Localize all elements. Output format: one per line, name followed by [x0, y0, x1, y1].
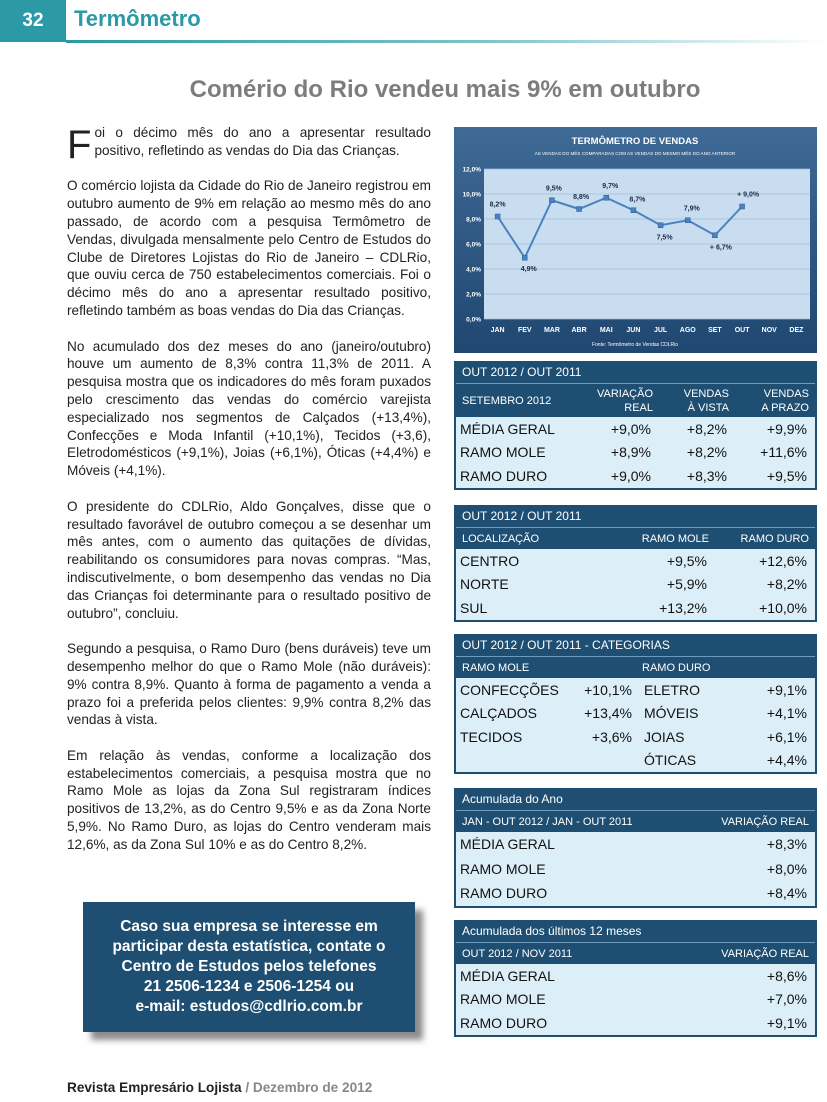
column-header: VARIAÇÃO REAL — [721, 947, 809, 960]
row-label: RAMO MOLE — [460, 991, 546, 1008]
row-label: RAMO DURO — [460, 885, 548, 902]
table-row — [456, 573, 815, 597]
column-header: VARIAÇÃO REAL — [721, 815, 809, 828]
x-tick-label: MAI — [599, 327, 613, 334]
row-label: RAMO MOLE — [460, 860, 546, 877]
data-label: + 9,0% — [737, 191, 760, 199]
cell-value: +8,3% — [686, 467, 727, 484]
table-header-bar: OUT 2012 / OUT 2011 — [462, 509, 582, 523]
headline: Comério do Rio vendeu mais 9% em outubro — [189, 76, 701, 103]
table-row — [456, 988, 815, 1012]
table-categorias — [454, 634, 817, 774]
table-column-header — [456, 942, 815, 964]
x-tick-label: MAR — [543, 327, 560, 334]
table-header-bar: Acumulada do Ano — [462, 792, 563, 806]
article-paragraph: O comércio lojista da Cidade do Rio de Janeiro registrou em outubro aumento de 9% em relação ao mesmo mês do ano passado, de acordo com a pesquisa Termômetro de Vendas, divulgada mensalmente pelo Centro de Estudos do Clube de Diretores Lojistas do Rio de Janeiro – CDLRio, que ouviu cerca de 750 estabelecimentos comerciais. Foi o décimo mês do ano a apresentar resultado positivo, refletindo também as boas vendas do Dia das Crianças. — [67, 178, 431, 318]
x-tick-label: AGO — [679, 327, 696, 334]
cell-value: +9,5% — [766, 467, 807, 484]
article-paragraph: O presidente do CDLRio, Aldo Gonçalves, disse que o resultado favorável de outubro começou a se desenhar um mês antes, com o aumento das quitações de dívidas, reabilitando os consumidores para novas compras. “Mas, indiscutivelmente, o bom desempenho das vendas no Dia das Crianças foi determinante para o resultado positivo de outubro”, concluiu. — [67, 498, 431, 621]
cell-value: +9,9% — [766, 420, 807, 437]
table-row — [456, 549, 815, 573]
data-label: 8,8% — [573, 194, 590, 201]
chart-source: Fonte: Termômetro de Vendas CDLRio — [591, 342, 679, 348]
y-tick-label: 4,0% — [466, 266, 481, 274]
row-label: JOIAS — [644, 728, 685, 745]
issue-date: Dezembro de 2012 — [252, 1080, 373, 1095]
table-row — [456, 964, 815, 988]
callout-line: Caso sua empresa se interesse em — [120, 918, 378, 935]
table-column-header — [456, 656, 815, 678]
cell-value: +8,0% — [766, 860, 807, 877]
row-label: RAMO DURO — [460, 467, 548, 484]
table-localizacao — [454, 505, 817, 622]
callout-line: Centro de Estudos pelos telefones — [121, 958, 377, 975]
column-header: RAMO MOLE — [641, 532, 709, 545]
header-rule — [66, 40, 827, 43]
contact-callout — [83, 902, 415, 1032]
article-paragraph: No acumulado dos dez meses do ano (janeiro/outubro) houve um aumento de 8,3% contra 11,3% de 2011. A pesquisa mostra que os indicadores do mês foram puxados pelo crescimento das vendas do comércio varejista especializado nos segmentos de Calçados (+13,4%), Confecções e Moda Infantil (+10,1%), Tecidos (+3,6), Eletrodomésticos (+9,1%), Joias (+6,1%), Óticas (+4,4%) e Móveis (+4,1%). — [67, 338, 431, 479]
cell-value: +10,1% — [584, 681, 632, 698]
table-row — [456, 857, 815, 882]
data-point — [740, 204, 745, 209]
y-tick-label: 10,0% — [462, 191, 481, 199]
table-row — [456, 678, 815, 702]
data-label: 8,7% — [629, 196, 646, 204]
article-body — [67, 124, 431, 871]
data-label: 8,2% — [489, 201, 506, 209]
callout-line: participar desta estatística, contate o — [112, 938, 386, 955]
data-point — [631, 208, 636, 213]
data-point — [549, 198, 554, 203]
drop-cap: F — [67, 123, 92, 167]
x-tick-label: JUL — [653, 327, 668, 334]
row-label: CONFECÇÕES — [460, 681, 559, 698]
table-body — [456, 832, 815, 906]
table-body — [456, 678, 815, 772]
page-number: 32 — [0, 0, 66, 42]
row-label: RAMO DURO — [460, 1014, 548, 1031]
cell-value: +10,0% — [759, 599, 807, 616]
row-label: ELETRO — [644, 681, 701, 698]
footer-separator: / — [245, 1080, 250, 1095]
cell-value: +12,6% — [759, 552, 807, 569]
data-point — [495, 214, 500, 219]
sales-chart — [454, 127, 817, 353]
row-label: TECIDOS — [460, 728, 523, 745]
table-body — [456, 964, 815, 1035]
table-row — [456, 832, 815, 857]
cell-value: +13,2% — [659, 599, 707, 616]
x-tick-label: ABR — [571, 327, 587, 334]
table-header-bar: Acumulada dos últimos 12 meses — [462, 924, 642, 938]
data-point — [577, 207, 582, 212]
data-label: 7,5% — [656, 234, 673, 242]
cell-value: +8,2% — [686, 420, 727, 437]
cell-value: +8,3% — [766, 836, 807, 853]
table-row — [456, 441, 815, 465]
cell-value: +8,9% — [610, 444, 651, 461]
data-point — [522, 255, 527, 260]
cell-value: +8,6% — [766, 967, 807, 984]
row-label: CALÇADOS — [460, 705, 538, 722]
cell-value: +9,0% — [610, 467, 651, 484]
cell-value: +11,6% — [760, 444, 807, 461]
article-paragraph — [67, 123, 431, 167]
row-label: MÉDIA GERAL — [460, 967, 555, 984]
table-row — [456, 596, 815, 620]
y-tick-label: 8,0% — [466, 216, 481, 224]
y-tick-label: 12,0% — [462, 166, 481, 174]
callout-line: 21 2506-1234 e 2506-1254 ou — [143, 978, 355, 995]
magazine-name: Revista Empresário Lojista — [67, 1080, 242, 1095]
y-tick-label: 0,0% — [466, 316, 481, 324]
row-label: MÉDIA GERAL — [460, 836, 555, 853]
data-point — [658, 223, 663, 228]
table-acumulada-ano — [454, 788, 817, 908]
row-label: RAMO MOLE — [460, 444, 546, 461]
column-header: OUT 2012 / NOV 2011 — [462, 947, 573, 960]
page-footer — [67, 1080, 372, 1095]
column-header: JAN - OUT 2012 / JAN - OUT 2011 — [462, 815, 633, 828]
table-column-header — [456, 527, 815, 549]
callout-email[interactable]: e-mail: estudos@cdlrio.com.br — [135, 998, 363, 1015]
x-tick-label: OUT — [734, 327, 750, 334]
cell-value: +8,2% — [766, 576, 807, 593]
x-tick-label: FEV — [517, 327, 532, 334]
cell-value: +6,1% — [766, 728, 807, 745]
cell-value: +4,4% — [766, 752, 807, 769]
table-column-header — [456, 383, 815, 417]
column-header: RAMO DURO — [740, 532, 809, 545]
section-title: Termômetro — [74, 6, 201, 31]
table-row — [456, 749, 815, 773]
cell-value: +8,4% — [766, 885, 807, 902]
row-label: MÉDIA GERAL — [460, 420, 555, 437]
x-tick-label: DEZ — [789, 327, 804, 334]
row-label: SUL — [460, 599, 488, 616]
table-row — [456, 702, 815, 726]
cell-value: +7,0% — [766, 991, 807, 1008]
chart-title: TERMÔMETRO DE VENDAS — [571, 136, 699, 147]
cell-value: +13,4% — [584, 705, 632, 722]
row-label: ÓTICAS — [644, 752, 697, 769]
table-body — [456, 417, 815, 488]
column-header: VARIAÇÃO REAL — [596, 387, 653, 414]
table-acumulada-12-meses — [454, 920, 817, 1037]
article-paragraph: Segundo a pesquisa, o Ramo Duro (bens duráveis) teve um desempenho melhor do que o Ramo Mole (não duráveis): 9% contra 8,9%. Quanto à forma de pagamento a venda a prazo foi a preferida pelos clientes: 9,9% contra 8,2% das vendas à vista. — [67, 641, 431, 728]
paragraph-text: oi o décimo mês do ano a apresentar resultado positivo, refletindo as vendas do Dia das Crianças. — [94, 125, 431, 158]
page-header — [0, 0, 827, 44]
table-vendas-tipo — [454, 361, 817, 490]
row-label: NORTE — [460, 576, 509, 593]
x-tick-label: NOV — [761, 327, 777, 334]
cell-value: +4,1% — [766, 705, 807, 722]
cell-value: +5,9% — [666, 576, 707, 593]
row-label: CENTRO — [460, 552, 520, 569]
data-label: + 6,7% — [709, 244, 732, 252]
column-header: RAMO MOLE — [462, 661, 530, 674]
table-body — [456, 549, 815, 620]
table-row — [456, 417, 815, 441]
cell-value: +9,1% — [766, 1014, 807, 1031]
table-row — [456, 725, 815, 749]
table-header-bar: OUT 2012 / OUT 2011 - CATEGORIAS — [462, 638, 670, 652]
cell-value: +9,0% — [610, 420, 651, 437]
y-tick-label: 2,0% — [466, 291, 481, 299]
table-row — [456, 464, 815, 488]
cell-value: +8,2% — [686, 444, 727, 461]
data-point — [685, 218, 690, 223]
table-row — [456, 1011, 815, 1035]
article-paragraph: Em relação às vendas, conforme a localização dos estabelecimentos comerciais, a pesquisa mostra que no Ramo Mole as lojas da Zona Sul registraram índices positivos de 13,2%, as do Centro 9,5% e as da Zona Norte 5,9%. No Ramo Duro, as lojas do Centro venderam mais 12,6%, as da Zona Sul 10% e as do Centro 8,2%. — [67, 747, 431, 852]
x-tick-label: SET — [708, 327, 722, 334]
data-point — [712, 233, 717, 238]
column-header: LOCALIZAÇÃO — [462, 532, 540, 545]
column-header: VENDAS À VISTA — [683, 387, 729, 414]
table-column-header — [456, 810, 815, 832]
chart-subtitle: AS VENDAS DO MÊS COMPARADAS COM AS VENDAS DO MESMO MÊS DO ANO ANTERIOR — [534, 151, 736, 156]
cell-value: +9,1% — [766, 681, 807, 698]
row-label: MÓVEIS — [644, 705, 699, 722]
data-label: 9,7% — [602, 182, 619, 190]
y-tick-label: 6,0% — [466, 241, 481, 249]
data-label: 4,9% — [520, 265, 537, 273]
column-header: RAMO DURO — [642, 661, 711, 674]
column-header: SETEMBRO 2012 — [462, 394, 552, 407]
x-tick-label: JAN — [490, 327, 505, 334]
cell-value: +9,5% — [666, 552, 707, 569]
table-header-bar: OUT 2012 / OUT 2011 — [462, 365, 582, 379]
data-label: 7,9% — [683, 205, 700, 213]
data-label: 9,5% — [545, 185, 562, 193]
cell-value: +3,6% — [591, 728, 632, 745]
column-header: VENDAS A PRAZO — [761, 387, 809, 414]
x-tick-label: JUN — [626, 327, 641, 334]
table-row — [456, 881, 815, 906]
data-point — [604, 195, 609, 200]
